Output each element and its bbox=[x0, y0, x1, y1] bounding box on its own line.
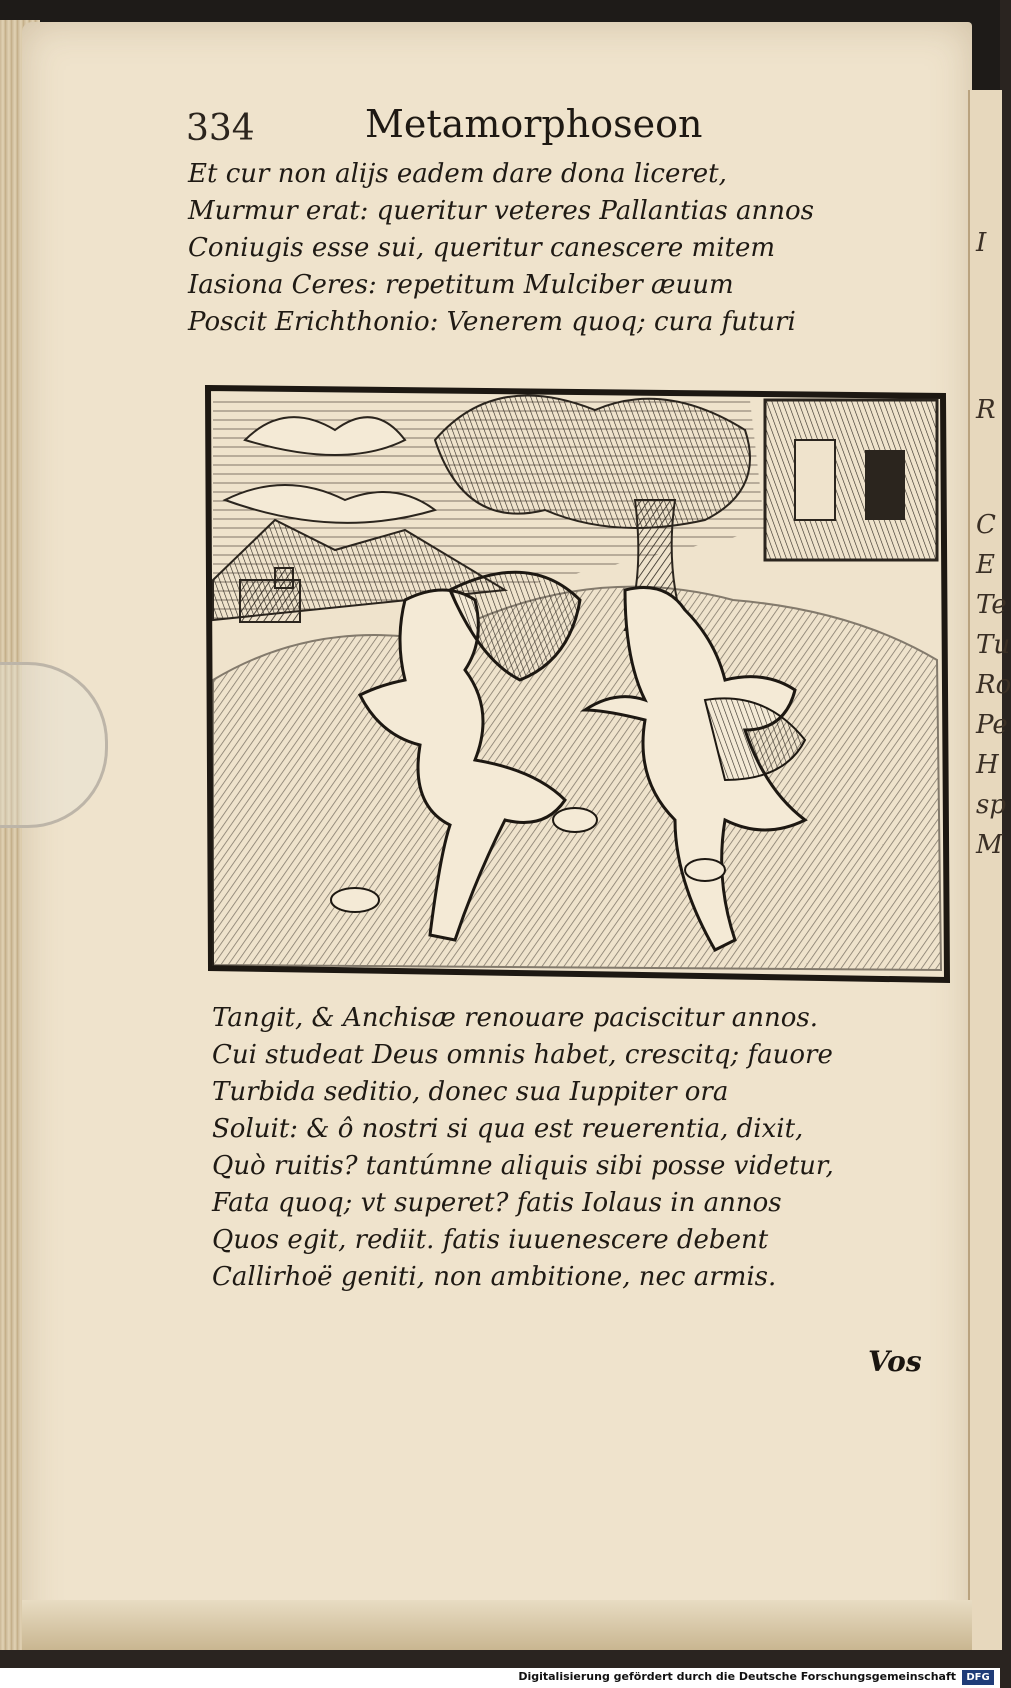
facing-letter: R bbox=[976, 395, 996, 425]
verse-line: Coniugis esse sui, queritur canescere mitem bbox=[188, 233, 776, 263]
facing-letter: Te bbox=[976, 590, 1007, 620]
facing-letter: C bbox=[976, 510, 996, 540]
verse-block-bottom bbox=[212, 1000, 834, 1296]
facing-letter: M bbox=[976, 830, 1003, 860]
woodcut-illustration bbox=[205, 380, 950, 985]
verse-line: Iasiona Ceres: repetitum Mulciber æuum bbox=[188, 270, 734, 300]
page-number: 334 bbox=[186, 108, 255, 149]
verse-block-top bbox=[188, 156, 814, 341]
facing-letter: H bbox=[976, 750, 999, 780]
page-bottom-edge bbox=[22, 1600, 972, 1650]
verse-line: Murmur erat: queritur veteres Pallantias annos bbox=[188, 196, 814, 226]
dfg-logo: DFG bbox=[962, 1670, 994, 1685]
verse-line: Quos egit, rediit. fatis iuuenescere debent bbox=[212, 1225, 769, 1255]
facing-letter: Tu bbox=[976, 630, 1011, 660]
verse-line: Cui studeat Deus omnis habet, crescitq; fauore bbox=[212, 1040, 833, 1070]
verse-line: Callirhoë geniti, non ambitione, nec armis. bbox=[212, 1262, 777, 1292]
facing-letter: Pe bbox=[976, 710, 1008, 740]
verse-line: Quò ruitis? tantúmne aliquis sibi posse videtur, bbox=[212, 1151, 834, 1181]
verse-line: Fata quoq; vt superet? fatis Iolaus in annos bbox=[212, 1188, 782, 1218]
footer-credit: Digitalisierung gefördert durch die Deutsche Forschungsgemeinschaft bbox=[518, 1670, 956, 1683]
facing-page-edge bbox=[968, 90, 1011, 1650]
verse-line: Soluit: & ô nostri si qua est reuerentia, dixit, bbox=[212, 1114, 804, 1144]
facing-letter: E bbox=[976, 550, 995, 580]
catchword: Vos bbox=[868, 1345, 922, 1378]
facing-letter: sp bbox=[976, 790, 1006, 820]
verse-line: Poscit Erichthonio: Venerem quoq; cura futuri bbox=[188, 307, 796, 337]
verse-line: Tangit, & Anchisæ renouare paciscitur annos. bbox=[212, 1003, 819, 1033]
verse-line: Turbida seditio, donec sua Iuppiter ora bbox=[212, 1077, 729, 1107]
facing-letter: I bbox=[976, 228, 987, 258]
facing-letter: Ro bbox=[976, 670, 1011, 700]
running-head: Metamorphoseon bbox=[365, 102, 703, 146]
verse-line: Et cur non alijs eadem dare dona liceret, bbox=[188, 159, 727, 189]
